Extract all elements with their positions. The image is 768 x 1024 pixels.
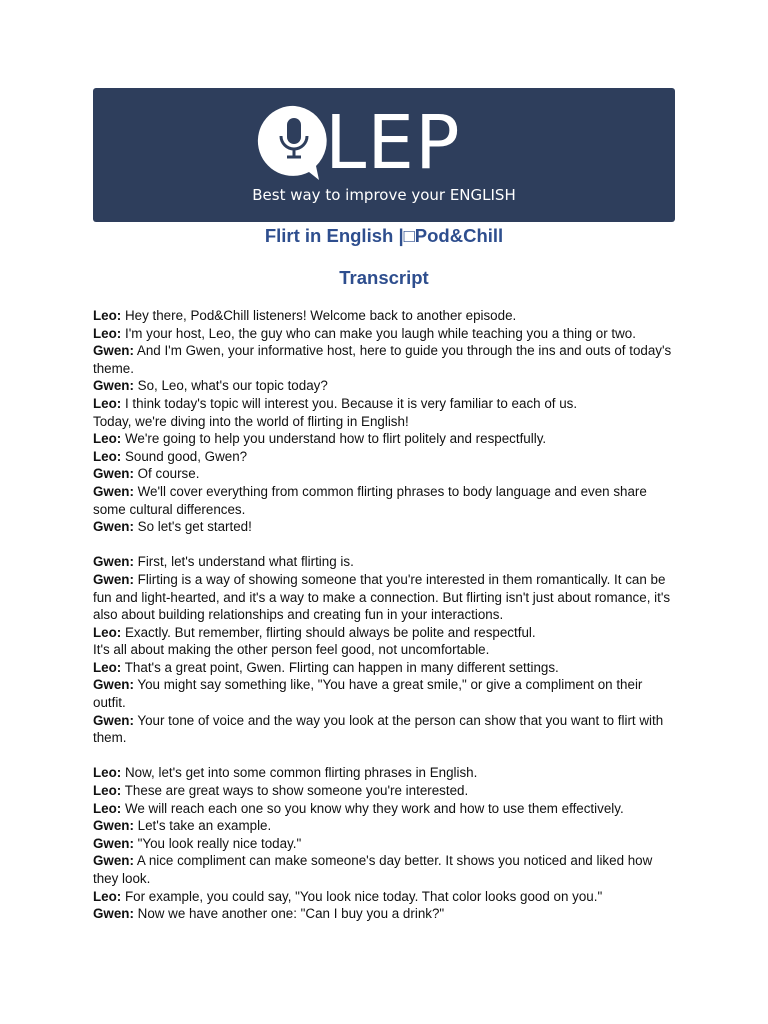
- speaker-name: Gwen:: [93, 835, 134, 851]
- line-text: We're going to help you understand how to flirt politely and respectfully.: [121, 431, 547, 447]
- line-text: Exactly. But remember, flirting should always be polite and respectful.: [121, 624, 536, 640]
- transcript-line: [93, 764, 677, 782]
- speaker-name: Gwen:: [93, 906, 134, 922]
- line-text: So, Leo, what's our topic today?: [133, 378, 328, 394]
- speaker-name: Gwen:: [93, 554, 134, 570]
- line-text: I think today's topic will interest you. Because it is very familiar to each of us.: [121, 395, 578, 411]
- transcript-line: [93, 905, 677, 923]
- speaker-name: Leo:: [93, 624, 122, 640]
- logo-wordmark: LEP: [325, 100, 461, 186]
- speaker-name: Leo:: [93, 659, 122, 675]
- logo-tagline: Best way to improve your ENGLISH: [252, 186, 516, 204]
- line-text: For example, you could say, "You look nice today. That color looks good on you.": [121, 888, 603, 904]
- line-text: I'm your host, Leo, the guy who can make you laugh while teaching you a thing or two.: [121, 325, 636, 341]
- transcript-line: [93, 888, 677, 906]
- speaker-name: Gwen:: [93, 343, 134, 359]
- line-text: "You look really nice today.": [133, 835, 302, 851]
- transcript-line: [93, 395, 677, 413]
- transcript-line: [93, 518, 677, 536]
- line-text: Of course.: [133, 466, 200, 482]
- transcript-heading: Transcript: [339, 267, 429, 288]
- line-text: Now we have another one: "Can I buy you a drink?": [133, 906, 445, 922]
- transcript-line: [93, 800, 677, 818]
- speaker-name: Leo:: [93, 395, 122, 411]
- transcript-line: [93, 852, 677, 887]
- transcript-line: [93, 342, 677, 377]
- transcript-line: [93, 817, 677, 835]
- speaker-name: Gwen:: [93, 571, 134, 587]
- speaker-name: Gwen:: [93, 483, 134, 499]
- speaker-name: Leo:: [93, 308, 122, 323]
- transcript-line: [93, 325, 677, 343]
- transcript-line: [93, 448, 677, 466]
- transcript-line: [93, 571, 677, 624]
- transcript-line: [93, 624, 677, 642]
- line-text: Let's take an example.: [133, 818, 272, 834]
- transcript-line: [93, 307, 677, 325]
- line-text: It's all about making the other person feel good, not uncomfortable.: [93, 642, 490, 658]
- transcript-line: [93, 835, 677, 853]
- line-text: Today, we're diving into the world of flirting in English!: [93, 413, 409, 429]
- speaker-name: Gwen:: [93, 378, 134, 394]
- speaker-name: Gwen:: [93, 519, 134, 535]
- speaker-name: Gwen:: [93, 677, 134, 693]
- line-text: And I'm Gwen, your informative host, here to guide you through the ins and outs of today's theme.: [93, 343, 672, 376]
- transcript-line: [93, 676, 677, 711]
- transcript-line: [93, 659, 677, 677]
- speaker-name: Gwen:: [93, 466, 134, 482]
- line-text: First, let's understand what flirting is.: [133, 554, 354, 570]
- speaker-name: Leo:: [93, 765, 122, 781]
- transcript-line: [93, 782, 677, 800]
- line-text: Your tone of voice and the way you look at the person can show that you want to flirt with them.: [93, 712, 664, 746]
- microphone-bubble-icon: [258, 106, 327, 180]
- speaker-name: Leo:: [93, 800, 122, 816]
- line-text: We will reach each one so you know why they work and how to use them effectively.: [121, 800, 624, 816]
- transcript-line: [93, 430, 677, 448]
- episode-title: Flirt in English |□Pod&Chill: [264, 225, 504, 246]
- transcript-line: [93, 641, 677, 659]
- line-text: A nice compliment can make someone's day better. It shows you noticed and liked how they look.: [93, 853, 653, 886]
- line-text: You might say something like, "You have a great smile," or give a compliment on their outfit.: [93, 677, 643, 711]
- line-text: Hey there, Pod&Chill listeners! Welcome back to another episode.: [121, 308, 517, 323]
- speaker-name: Leo:: [93, 448, 122, 464]
- speaker-name: Gwen:: [93, 712, 134, 728]
- speaker-name: Leo:: [93, 783, 122, 799]
- line-text: Now, let's get into some common flirting phrases in English.: [121, 765, 478, 781]
- transcript-line: [93, 413, 677, 431]
- transcript-line: [93, 712, 677, 747]
- line-text: We'll cover everything from common flirting phrases to body language and even share some cultural differences.: [93, 483, 647, 517]
- speaker-name: Leo:: [93, 888, 122, 904]
- line-text: So let's get started!: [133, 519, 252, 535]
- transcript-line: [93, 377, 677, 395]
- line-text: That's a great point, Gwen. Flirting can happen in many different settings.: [121, 659, 559, 675]
- line-text: These are great ways to show someone you're interested.: [121, 783, 469, 799]
- paragraph-gap: [93, 747, 677, 765]
- speaker-name: Leo:: [93, 325, 122, 341]
- transcript-line: [93, 553, 677, 571]
- header-banner: [93, 88, 675, 222]
- speaker-name: Gwen:: [93, 818, 134, 834]
- speaker-name: Leo:: [93, 431, 122, 447]
- line-text: Flirting is a way of showing someone that you're interested in them romantically. It can be fun and light-hearted, and it's a way to make a connection. But flirting isn't just about romance, it's also about building relationships and creating fun in your interactions.: [93, 571, 671, 623]
- transcript-body: [93, 307, 677, 923]
- transcript-line: [93, 465, 677, 483]
- paragraph-gap: [93, 536, 677, 554]
- line-text: Sound good, Gwen?: [121, 448, 248, 464]
- speaker-name: Gwen:: [93, 853, 134, 869]
- transcript-line: [93, 483, 677, 518]
